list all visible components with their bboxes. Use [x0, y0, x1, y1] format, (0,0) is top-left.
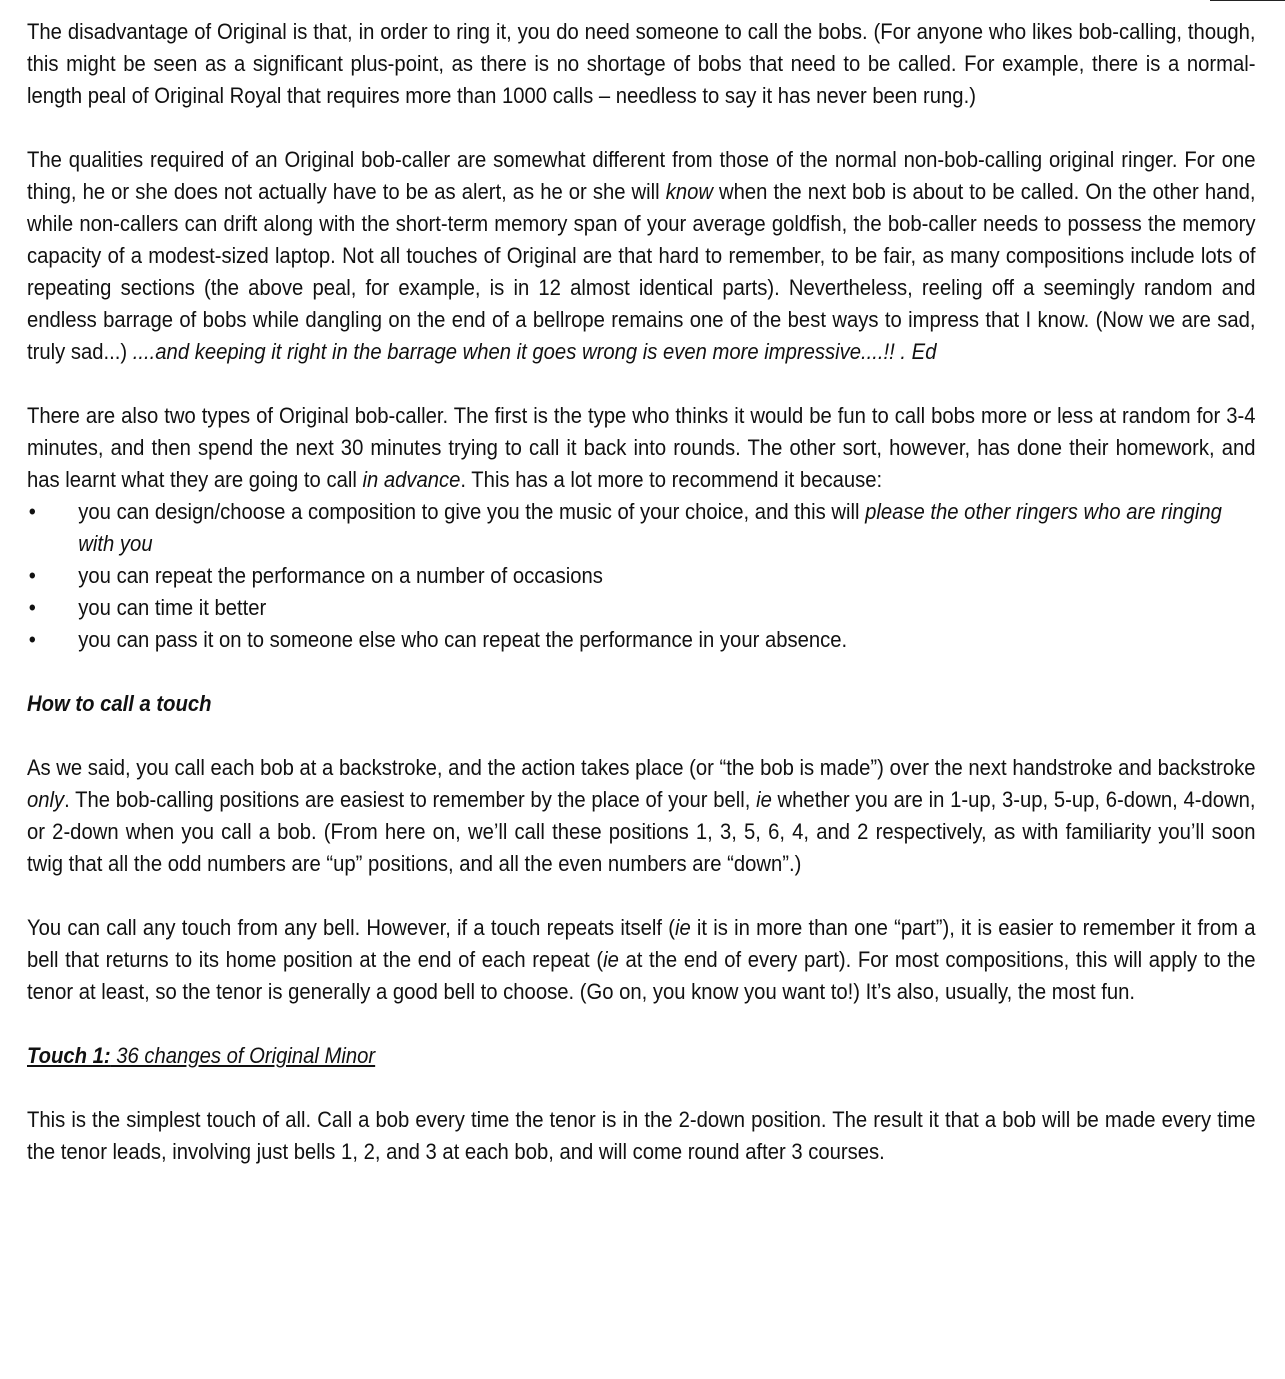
paragraph-simplest-touch: This is the simplest touch of all. Call a bob every time the tenor is in the 2-down position. The result it that a bob will be made every time the tenor leads, involving just bells 1, 2, and 3 at each bob, and will come round after 3 courses. [27, 1107, 1256, 1164]
list-item: • you can repeat the performance on a number of occasions [27, 560, 1256, 592]
document-page [27, 16, 1256, 1168]
paragraph-disadvantage: The disadvantage of Original is that, in order to ring it, you do need someone to call the bobs. (For anyone who likes bob-calling, though, this might be seen as a significant plus-point, as there is no shortage of bobs that need to be called. For example, there is a normal-length peal of Original Royal that requires more than 1000 calls – needless to say it has never been rung.) [27, 19, 1256, 108]
list-item: • you can design/choose a composition to give you the music of your choice, and this will please the other ringers who are ringing with you [27, 496, 1256, 560]
bullet-list [27, 496, 1256, 656]
top-edge-rule [1210, 0, 1285, 1]
paragraph-how-to-call: As we said, you call each bob at a backstroke, and the action takes place (or “the bob is made”) over the next handstroke and backstroke only. The bob-calling positions are easiest to remember by the place of your bell, ie whether you are in 1-up, 3-up, 5-up, 6-down, 4-down, or 2-down when you call a bob. (From here on, we’ll call these positions 1, 3, 5, 6, 4, and 2 respectively, as with familiarity you’ll soon twig that all the odd numbers are “up” positions, and all the even numbers are “down”.) [27, 755, 1256, 876]
editor-note: ....and keeping it right in the barrage when it goes wrong is even more impressive....!! . Ed [132, 339, 937, 364]
touch-heading: Touch 1: 36 changes of Original Minor [27, 1043, 376, 1068]
paragraph-any-bell: You can call any touch from any bell. However, if a touch repeats itself (ie it is in more than one “part”), it is easier to remember it from a bell that returns to its home position at the end of each repeat (ie at the end of every part). For most compositions, this will apply to the tenor at least, so the tenor is generally a good bell to choose. (Go on, you know you want to!) It’s also, usually, the most fun. [27, 915, 1256, 1004]
bullet-icon: • [28, 627, 36, 652]
bullet-icon: • [28, 563, 36, 588]
bullet-icon: • [28, 499, 36, 524]
list-item: • you can pass it on to someone else who can repeat the performance in your absence. [27, 624, 1256, 656]
section-heading: How to call a touch [27, 691, 212, 716]
bullet-icon: • [28, 595, 36, 620]
paragraph-types: There are also two types of Original bob-caller. The first is the type who thinks it would be fun to call bobs more or less at random for 3-4 minutes, and then spend the next 30 minutes trying to call it back into rounds. The other sort, however, has done their homework, and has learnt what they are going to call in advance. This has a lot more to recommend it because: [27, 403, 1256, 492]
list-item: • you can time it better [27, 592, 1256, 624]
paragraph-qualities: The qualities required of an Original bob-caller are somewhat different from those of the normal non-bob-calling original ringer. For one thing, he or she does not actually have to be as alert, as he or she will know when the next bob is about to be called. On the other hand, while non-callers can drift along with the short-term memory span of your average goldfish, the bob-caller needs to possess the memory capacity of a modest-sized laptop. Not all touches of Original are that hard to remember, to be fair, as many compositions include lots of repeating sections (the above peal, for example, is in 12 almost identical parts). Nevertheless, reeling off a seemingly random and endless barrage of bobs while dangling on the end of a bellrope remains one of the best ways to impress that I know. (Now we are sad, truly sad...) ....and keeping it right in the barrage when it goes wrong is even more impressive....!! . Ed [27, 147, 1256, 364]
